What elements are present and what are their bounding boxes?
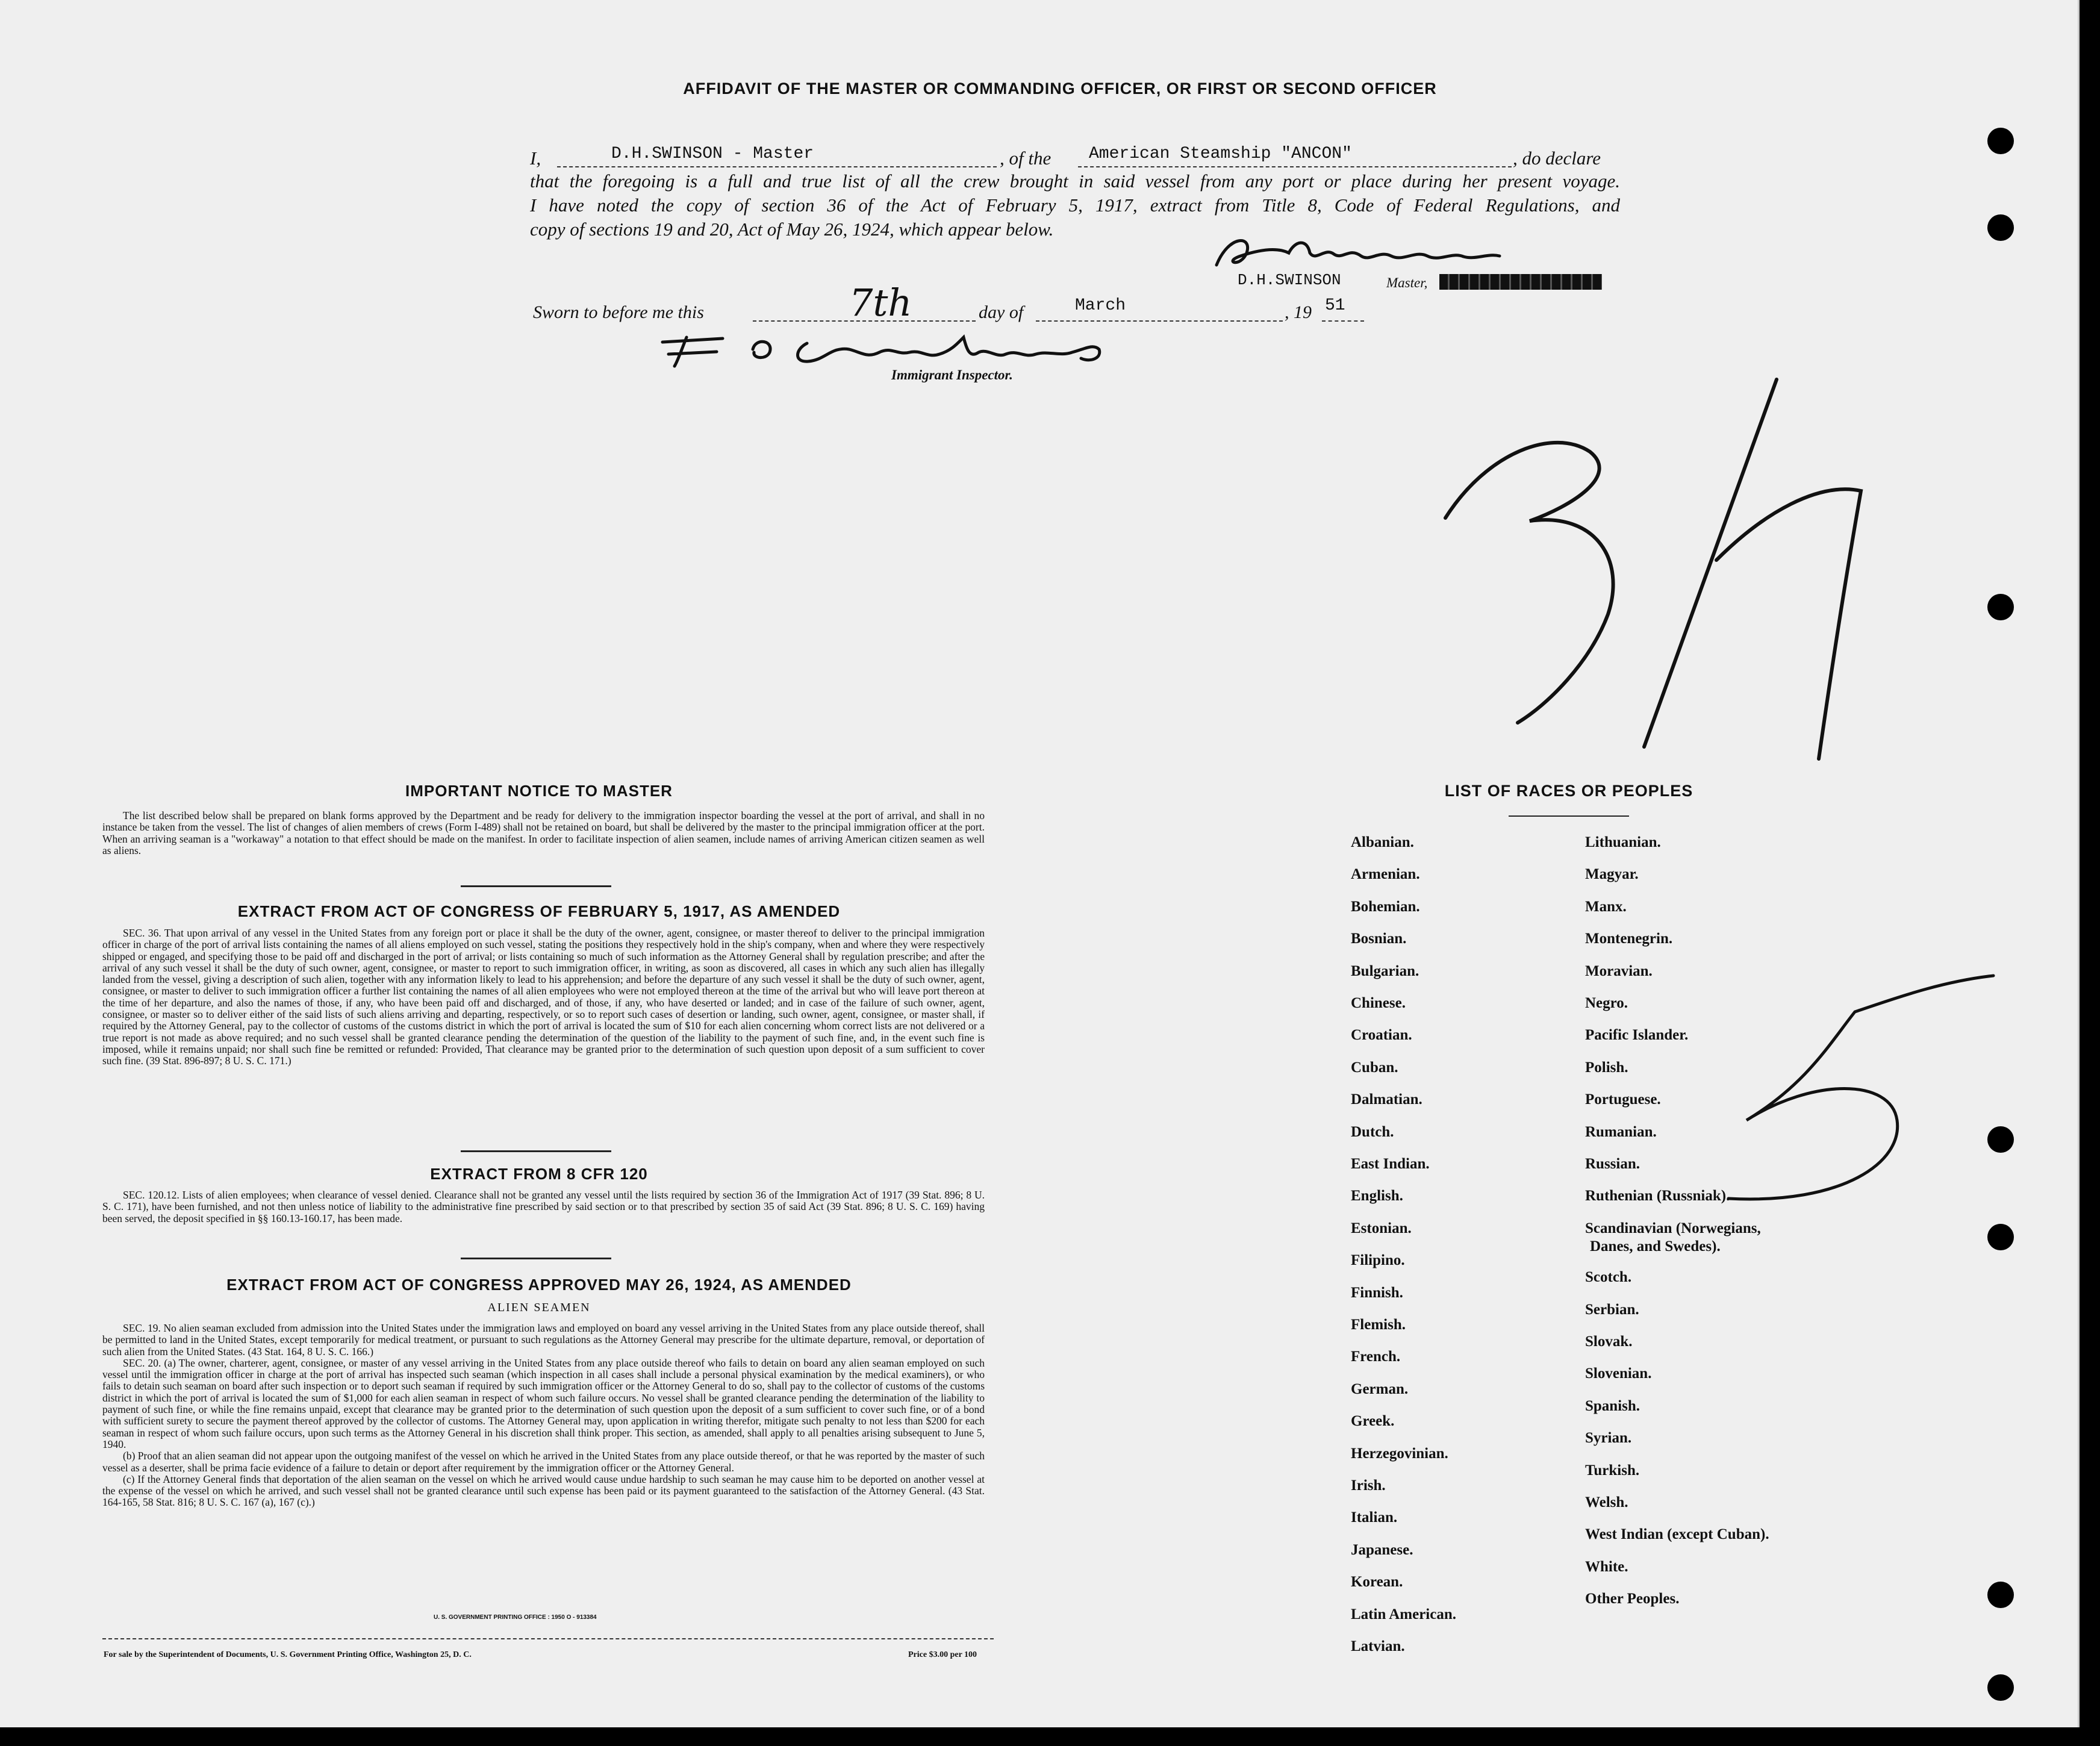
race-item: Pacific Islander. bbox=[1585, 1027, 1689, 1044]
section-20c-paragraph: (c) If the Attorney General finds that deportation of the alien seaman on the vessel on which he arrived would cause undue hardship to such seaman he may cause him to be deported on another vessel at the expense of the vessel on which he arrived, and such vessel shall not be granted clearance until such expense has been paid or its payment guaranteed to the satisfaction of the Attorney General. (43 Stat. 164-165, 58 Stat. 816; 8 U. S. C. 167 (a), 167 (c).) bbox=[102, 1473, 985, 1509]
punch-hole bbox=[1987, 1674, 2014, 1701]
race-item: French. bbox=[1351, 1348, 1401, 1365]
extract-1924-text bbox=[102, 1323, 985, 1509]
footer-left: For sale by the Superintendent of Documents, U. S. Government Printing Office, Washington 25, D. C. bbox=[104, 1650, 472, 1659]
cfr-text bbox=[102, 1189, 985, 1224]
race-item: Greek. bbox=[1351, 1413, 1395, 1430]
notice-paragraph: The list described below shall be prepared on blank forms approved by the Department and be ready for delivery to the immigration inspector boarding the vessel at the port of arrival, and shall in no instance be taken from the vessel. The list of changes of alien members of crews (Form I-489) shall not be retained on board, but shall be delivered by the master to the principal immigration officer at the port. When an arriving seaman is a "workaway" a notation to that effect should be made on the manifest. In order to facilitate inspection of alien seamen, include names of arriving American citizen seamen as well as aliens. bbox=[102, 809, 985, 856]
gpo-imprint: U. S. GOVERNMENT PRINTING OFFICE : 1950 O - 913384 bbox=[434, 1614, 597, 1621]
race-item: Bulgarian. bbox=[1351, 962, 1419, 979]
year-prefix: , 19 bbox=[1285, 302, 1312, 322]
race-item: Polish. bbox=[1585, 1059, 1628, 1076]
race-item: White. bbox=[1585, 1558, 1628, 1575]
sworn-text: Sworn to before me this bbox=[533, 302, 704, 322]
race-item: Ruthenian (Russniak). bbox=[1585, 1188, 1730, 1205]
divider bbox=[461, 1150, 611, 1152]
race-item: Irish. bbox=[1351, 1477, 1386, 1494]
race-item: Rumanian. bbox=[1585, 1123, 1657, 1140]
section-36-paragraph: SEC. 36. That upon arrival of any vessel in the United States from any foreign port or place it shall be the duty of the owner, agent, consignee, or master thereof to deliver to the principal immigration officer in charge of the port of arrival lists containing the names of all aliens employed on such vessel, stating the positions they respectively hold in the ship's company, when and where they were respectively shipped or engaged, and specifying those to be paid off and discharged in the port of arrival; or lists containing so much of such information as the Attorney General shall by regulation prescribe; and after the arrival of any such vessel it shall be the duty of such owner, agent, consignee, or master to report to such immigration officer, in writing, as soon as discovered, all cases in which any such alien has illegally landed from the vessel, giving a description of such alien, together with any information likely to lead to his apprehension; and before the departure of any such vessel it shall be the duty of such owner, agent, consignee, or master to deliver to such immigration officer a further list containing the names of all alien employees who were not employed thereon at the time of the arrival but who will leave port thereon at the time of her departure, and also the names of those, if any, who have been paid off and discharged, and of those, if any, who have deserted or landed; and in case of the failure of such owner, agent, consignee, or master so to deliver either of the said lists of such aliens arriving and departing, respectively, or so to report such cases of desertion or landing, such owner, agent, consignee, or master shall, if required by the Attorney General, pay to the collector of customs of the customs district in which the port of arrival is located the sum of $10 for each alien concerning whom correct lists are not delivered or a true report is not made as above required; and no such vessel shall be granted clearance pending the determination of the question of the liability to the payment of such fine, and, in the event such fine is imposed, while it remains unpaid; nor shall such fine be remitted or refunded: Provided, That clearance may be granted prior to the determination of such question upon deposit of a sum sufficient to cover such fine. (39 Stat. 896-897; 8 U. S. C. 171.) bbox=[102, 927, 985, 1067]
race-item: Filipino. bbox=[1351, 1252, 1405, 1269]
race-item: Welsh. bbox=[1585, 1494, 1628, 1511]
divider bbox=[1509, 815, 1629, 817]
divider bbox=[461, 1258, 611, 1259]
master-name-field: D.H.SWINSON - Master bbox=[611, 145, 814, 163]
vessel-line bbox=[1078, 166, 1512, 167]
race-item: Russian. bbox=[1585, 1156, 1640, 1172]
race-item: Spanish. bbox=[1585, 1397, 1640, 1414]
master-signature bbox=[1204, 229, 1506, 277]
affidavit-of-the: , of the bbox=[1000, 148, 1052, 169]
affidavit-declare: , do declare bbox=[1513, 148, 1601, 169]
race-item: Armenian. bbox=[1351, 866, 1420, 883]
race-item: Montenegrin. bbox=[1585, 931, 1673, 947]
master-label: Master, bbox=[1386, 275, 1428, 290]
handwritten-fraction bbox=[1427, 361, 1909, 783]
affidavit-line-2: that the foregoing is a full and true list of all the crew brought in said vessel from any port or place during her present voyage. bbox=[530, 170, 1620, 192]
month-field: March bbox=[1075, 296, 1126, 315]
race-item: Finnish. bbox=[1351, 1284, 1403, 1301]
section-20b-paragraph: (b) Proof that an alien seaman did not appear upon the outgoing manifest of the vessel on which he arrived in the United States from any place outside thereof, or that he was reported by the master of such vessel as a deserter, shall be prima facie evidence of a failure to detain or deport after requirement by the immigration officer or the Attorney General. bbox=[102, 1450, 985, 1474]
race-item: Dutch. bbox=[1351, 1123, 1394, 1140]
notice-text bbox=[102, 810, 985, 856]
redaction-block bbox=[1439, 274, 1602, 290]
punch-hole bbox=[1987, 1224, 2014, 1250]
year-field: 51 bbox=[1325, 296, 1345, 315]
section-19-paragraph: SEC. 19. No alien seaman excluded from admission into the United States under the immigration laws and employed on board any vessel arriving in the United States from any place outside thereof, shall be permitted to land in the United States, except temporarily for medical treatment, or pursuant to such regulations as the Attorney General may prescribe for the ultimate departure, removal, or deportation of such alien from the United States. (43 Stat. 164, 8 U. S. C. 166.) bbox=[102, 1322, 985, 1358]
affidavit-i: I, bbox=[530, 148, 541, 169]
race-item: Moravian. bbox=[1585, 962, 1653, 979]
race-item: East Indian. bbox=[1351, 1156, 1430, 1172]
race-item: Scotch. bbox=[1585, 1269, 1632, 1286]
day-handwritten bbox=[843, 278, 964, 326]
inspector-label: Immigrant Inspector. bbox=[891, 367, 1013, 382]
race-item: Scandinavian (Norwegians, bbox=[1585, 1220, 1761, 1236]
race-item: Croatian. bbox=[1351, 1027, 1412, 1044]
punch-hole bbox=[1987, 214, 2014, 241]
race-item: Italian. bbox=[1351, 1509, 1398, 1526]
race-item: Slovak. bbox=[1585, 1333, 1633, 1350]
handwritten-digit bbox=[1722, 964, 1999, 1217]
race-item: Estonian. bbox=[1351, 1220, 1412, 1236]
day-of-label: day of bbox=[979, 302, 1024, 322]
svg-text:3/7: 3/7 bbox=[1427, 361, 1429, 362]
typed-signature: D.H.SWINSON bbox=[1238, 271, 1341, 289]
punch-hole bbox=[1987, 128, 2014, 154]
extract-1917-text bbox=[102, 928, 985, 1067]
race-item: Negro. bbox=[1585, 995, 1628, 1011]
section-20a-paragraph: SEC. 20. (a) The owner, charterer, agent, consignee, or master of any vessel arriving in the United States from any place outside thereof who fails to detain on board any alien seaman employed on such vessel until the immigration officer in charge at the port of arrival has inspected such seaman (which inspection in all cases shall include a personal physical examination by the medical examiners), or who fails to detain such seaman on board after such inspection or to deport such seaman if required by such immigration officer or the Attorney General to do so, shall pay to the collector of customs of the customs district in which the port of arrival is located the sum of $1,000 for each alien seaman in respect of whom such failure occurs. No vessel shall be granted clearance pending the determination of the liability to payment of such fine, or while the fine remains unpaid, except that clearance may be granted prior to the determination of such question upon the deposit of a sum sufficient to cover such fine, or of a bond with sufficient surety to secure the payment thereof approved by the collector of customs. The Attorney General may, upon application in writing therefor, mitigate such penalty to not less than $200 for each seaman in respect of whom such failure occurs, upon such terms as the Attorney General in his discretion shall think proper. This section, as amended, shall apply to all penalties arising subsequent to June 5, 1940. bbox=[102, 1356, 985, 1450]
race-item: Japanese. bbox=[1351, 1541, 1413, 1558]
affidavit-line-3: I have noted the copy of section 36 of the Act of February 5, 1917, extract from Title 8, Code of Federal Regulations, and bbox=[530, 195, 1620, 216]
race-item: English. bbox=[1351, 1188, 1403, 1205]
year-line bbox=[1322, 320, 1364, 322]
race-item: Danes, and Swedes). bbox=[1590, 1238, 1721, 1255]
race-item: Manx. bbox=[1585, 898, 1627, 915]
race-item: Latin American. bbox=[1351, 1606, 1456, 1623]
section-120-paragraph: SEC. 120.12. Lists of alien employees; when clearance of vessel denied. Clearance shall not be granted any vessel until the lists required by section 36 of the Immigration Act of 1917 (39 Stat. 896; 8 U. S. C. 171), have been furnished, and not then unless notice of liability to the administrative fine prescribed by said section or to that prescribed by section 35 of said Act (39 Stat. 896; 8 U. S. C. 169) having been served, the deposit specified in §§ 160.13-160.17, has been made. bbox=[102, 1189, 985, 1224]
race-item: West Indian (except Cuban). bbox=[1585, 1526, 1769, 1543]
divider bbox=[461, 885, 611, 887]
month-line bbox=[1036, 320, 1283, 322]
race-item: Bosnian. bbox=[1351, 931, 1407, 947]
punch-hole bbox=[1987, 1582, 2014, 1608]
race-item: Syrian. bbox=[1585, 1430, 1632, 1447]
race-item: Magyar. bbox=[1585, 866, 1639, 883]
race-item: Slovenian. bbox=[1585, 1365, 1652, 1382]
race-item: Herzegovinian. bbox=[1351, 1445, 1448, 1462]
punch-hole bbox=[1987, 594, 2014, 620]
cfr-title: EXTRACT FROM 8 CFR 120 bbox=[430, 1165, 648, 1183]
race-item: Serbian. bbox=[1585, 1301, 1639, 1318]
alien-seamen-subtitle: ALIEN SEAMEN bbox=[487, 1301, 591, 1314]
inspector-signature bbox=[650, 325, 1120, 373]
race-item: Albanian. bbox=[1351, 834, 1414, 850]
notice-title: IMPORTANT NOTICE TO MASTER bbox=[405, 782, 673, 800]
race-item: Dalmatian. bbox=[1351, 1091, 1422, 1108]
footer-rule bbox=[102, 1638, 994, 1639]
extract-1917-title: EXTRACT FROM ACT OF CONGRESS OF FEBRUARY 5, 1917, AS AMENDED bbox=[237, 902, 841, 920]
extract-1924-title: EXTRACT FROM ACT OF CONGRESS APPROVED MAY 26, 1924, AS AMENDED bbox=[226, 1276, 852, 1294]
master-name-line bbox=[557, 166, 997, 167]
race-item: Turkish. bbox=[1585, 1462, 1640, 1479]
races-title: LIST OF RACES OR PEOPLES bbox=[1444, 782, 1693, 800]
race-item: Latvian. bbox=[1351, 1638, 1405, 1654]
affidavit-title: AFFIDAVIT OF THE MASTER OR COMMANDING OFFICER, OR FIRST OR SECOND OFFICER bbox=[683, 80, 1437, 98]
race-item: Lithuanian. bbox=[1585, 834, 1661, 850]
race-item: Chinese. bbox=[1351, 995, 1406, 1011]
race-item: Cuban. bbox=[1351, 1059, 1398, 1076]
race-item: Bohemian. bbox=[1351, 898, 1420, 915]
race-item: German. bbox=[1351, 1380, 1409, 1397]
race-item: Other Peoples. bbox=[1585, 1591, 1680, 1607]
affidavit-line-4: copy of sections 19 and 20, Act of May 26, 1924, which appear below. bbox=[530, 219, 1054, 240]
race-item: Portuguese. bbox=[1585, 1091, 1661, 1108]
footer-right: Price $3.00 per 100 bbox=[908, 1650, 977, 1659]
race-item: Korean. bbox=[1351, 1574, 1403, 1591]
svg-text:7th: 7th bbox=[849, 281, 912, 325]
vessel-field: American Steamship "ANCON" bbox=[1089, 145, 1352, 163]
race-item: Flemish. bbox=[1351, 1317, 1406, 1333]
